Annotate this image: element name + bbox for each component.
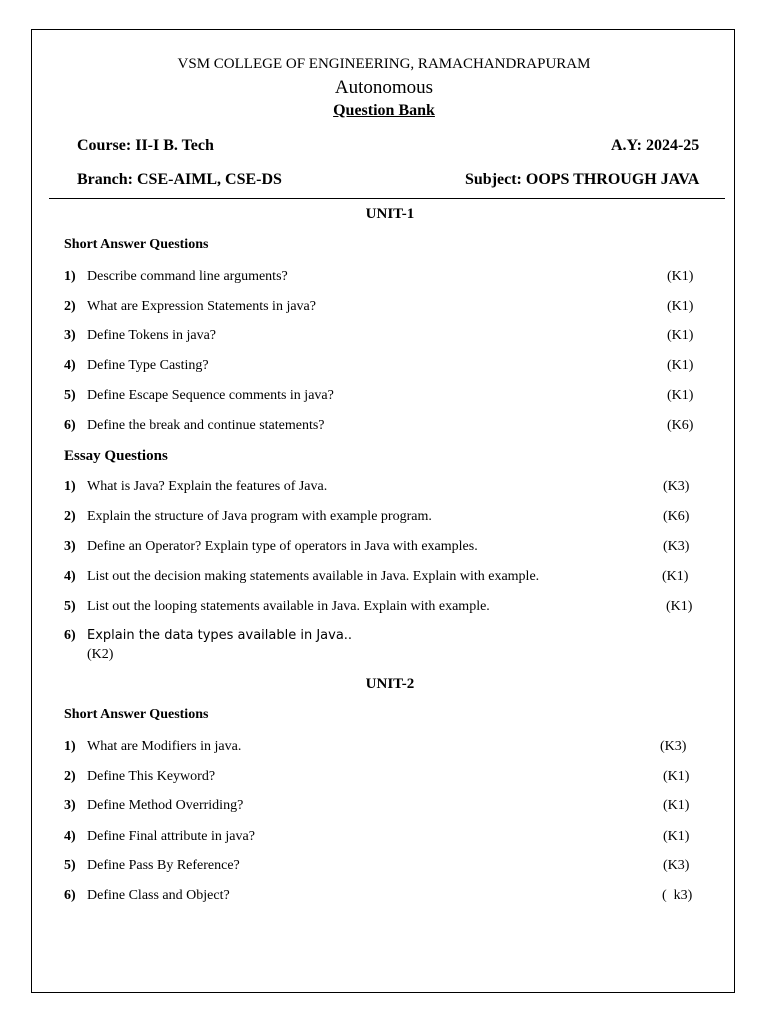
question-number: 5) <box>64 388 76 403</box>
academic-year-label: A.Y: 2024-25 <box>611 137 700 154</box>
question-text: Explain the data types available in Java.. <box>87 628 353 643</box>
unit-2-title: UNIT-2 <box>365 676 415 692</box>
question-text: What are Modifiers in java. <box>87 739 242 754</box>
question-text: Define This Keyword? <box>87 769 216 784</box>
question-text: List out the decision making statements available in Java. Explain with example. <box>87 569 540 584</box>
question-number: 1) <box>64 479 76 494</box>
knowledge-level: (K1) <box>663 769 690 784</box>
question-number: 6) <box>64 888 76 903</box>
knowledge-level: (K3) <box>663 858 690 873</box>
unit-1-short-heading: Short Answer Questions <box>64 237 209 252</box>
question-text: Define Method Overriding? <box>87 798 244 813</box>
question-number: 3) <box>64 798 76 813</box>
question-text: Define Final attribute in java? <box>87 829 255 844</box>
question-number: 2) <box>64 769 76 784</box>
question-text: Explain the structure of Java program with example program. <box>87 509 432 524</box>
question-text: Define Tokens in java? <box>87 328 216 343</box>
knowledge-level: (K3) <box>663 479 690 494</box>
subject-label: Subject: OOPS THROUGH JAVA <box>465 171 700 188</box>
question-text: Define Pass By Reference? <box>87 858 240 873</box>
question-number: 3) <box>64 328 76 343</box>
knowledge-level: (K6) <box>667 418 694 433</box>
question-number: 1) <box>64 739 76 754</box>
knowledge-level: (K1) <box>663 829 690 844</box>
question-number: 3) <box>64 539 76 554</box>
unit-1-essay-heading: Essay Questions <box>64 448 168 464</box>
question-text: Define the break and continue statements? <box>87 418 325 433</box>
question-number: 5) <box>64 599 76 614</box>
college-name: VSM COLLEGE OF ENGINEERING, RAMACHANDRAPURAM <box>177 56 591 72</box>
course-label: Course: II-I B. Tech <box>77 137 214 154</box>
question-text: What are Expression Statements in java? <box>87 299 316 314</box>
knowledge-level: (K1) <box>667 299 694 314</box>
knowledge-level: (K3) <box>663 539 690 554</box>
knowledge-level: (K1) <box>667 358 694 373</box>
question-text: Define Type Casting? <box>87 358 209 373</box>
knowledge-level: (K1) <box>666 599 693 614</box>
question-number: 6) <box>64 418 76 433</box>
knowledge-level: (K1) <box>662 569 689 584</box>
question-number: 4) <box>64 569 76 584</box>
knowledge-level: (K1) <box>663 798 690 813</box>
question-bank-title: Question Bank <box>333 102 435 119</box>
question-text: Describe command line arguments? <box>87 269 288 284</box>
question-text: What is Java? Explain the features of Java. <box>87 479 328 494</box>
question-number: 1) <box>64 269 76 284</box>
question-text: Define an Operator? Explain type of operators in Java with examples. <box>87 539 478 554</box>
autonomous-label: Autonomous <box>334 77 434 98</box>
knowledge-level: (K3) <box>660 739 687 754</box>
unit-1-title: UNIT-1 <box>365 206 415 222</box>
question-number: 2) <box>64 509 76 524</box>
knowledge-level: (K6) <box>663 509 690 524</box>
question-text: Define Escape Sequence comments in java? <box>87 388 334 403</box>
question-number: 6) <box>64 628 76 643</box>
knowledge-level: (K2) <box>87 647 114 662</box>
header-divider <box>49 198 725 199</box>
knowledge-level: (K1) <box>667 269 694 284</box>
knowledge-level: ( k3) <box>662 888 693 903</box>
question-number: 4) <box>64 829 76 844</box>
branch-label: Branch: CSE-AIML, CSE-DS <box>77 171 282 188</box>
question-number: 2) <box>64 299 76 314</box>
question-text: List out the looping statements available in Java. Explain with example. <box>87 599 490 614</box>
question-text: Define Class and Object? <box>87 888 230 903</box>
knowledge-level: (K1) <box>667 328 694 343</box>
knowledge-level: (K1) <box>667 388 694 403</box>
question-number: 4) <box>64 358 76 373</box>
unit-2-short-heading: Short Answer Questions <box>64 707 209 722</box>
question-number: 5) <box>64 858 76 873</box>
